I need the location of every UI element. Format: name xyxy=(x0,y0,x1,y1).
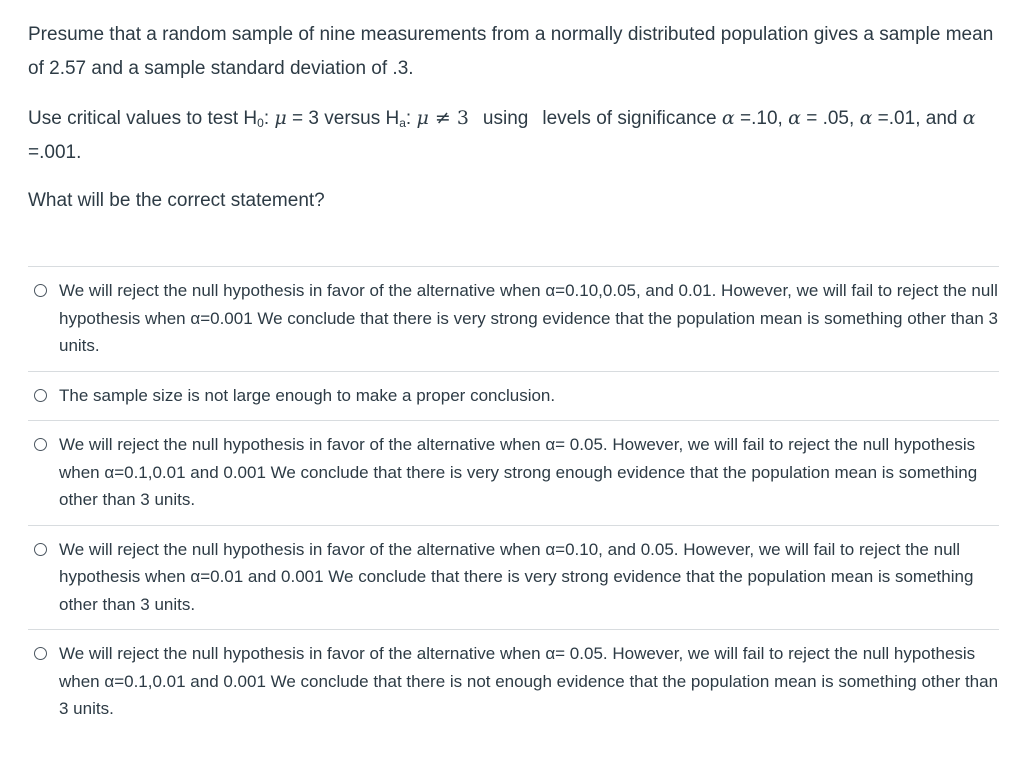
radio-button[interactable] xyxy=(34,389,47,402)
answer-label[interactable]: We will reject the null hypothesis in favor of the alternative when α= 0.05. However, we will fail to reject the null hypothesis when α=0.1,0.01 and 0.001 We conclude that there is not enough evidence that the population mean is something other than 3 units. xyxy=(59,644,999,718)
question-hypotheses: Use critical values to test $H_0$: μ = 3 versus $H_a$: μ ≠ 3 using levels of significance α =.10, α = .05, α =.01, and α =.001. xyxy=(28,107,976,163)
radio-button[interactable] xyxy=(34,647,47,660)
radio-button[interactable] xyxy=(34,438,47,451)
question-prompt: What will be the correct statement? xyxy=(28,190,325,211)
question-block xyxy=(28,18,1003,218)
answer-label[interactable]: We will reject the null hypothesis in favor of the alternative when α= 0.05. However, we will fail to reject the null hypothesis when α=0.1,0.01 and 0.001 We conclude that there is very strong enough evidence that the population mean is something other than 3 units. xyxy=(59,435,978,509)
using-text: using xyxy=(482,108,529,129)
alpha-symbol: α xyxy=(788,107,801,129)
question-intro: Presume that a random sample of nine measurements from a normally distributed population gives a sample mean of 2.57 and a sample standard deviation of .3. xyxy=(28,24,994,79)
significance-text: levels of significance xyxy=(542,108,722,129)
answer-label[interactable]: The sample size is not large enough to make a proper conclusion. xyxy=(59,385,556,405)
answer-option-5[interactable] xyxy=(28,629,999,734)
h0-subscript: 0 xyxy=(257,116,264,130)
answer-label[interactable]: We will reject the null hypothesis in favor of the alternative when α=0.10,0.05, and 0.01. However, we will fail to reject the null hypothesis when α=0.001 We conclude that there is very strong evidence that the population mean is something other than 3 units. xyxy=(59,281,998,355)
alpha-symbol: α xyxy=(859,107,873,129)
alpha-symbol: α xyxy=(721,107,735,129)
ha-subscript: a xyxy=(399,116,406,130)
radio-button[interactable] xyxy=(34,284,47,297)
answer-option-1[interactable] xyxy=(28,266,999,371)
answer-label[interactable]: We will reject the null hypothesis in favor of the alternative when α=0.10, and 0.05. However, we will fail to reject the null hypothesis when α=0.01 and 0.001 We conclude that there is very strong evidence that the population mean is something other than 3 units. xyxy=(59,539,974,614)
answer-list xyxy=(28,266,999,734)
answer-option-2[interactable] xyxy=(28,371,999,421)
hypothesis-text: Use critical values to test H xyxy=(28,108,258,129)
mu-symbol: μ xyxy=(274,107,287,129)
answer-option-3[interactable] xyxy=(28,420,999,525)
answer-option-4[interactable] xyxy=(28,525,999,630)
mu-symbol: μ xyxy=(416,107,429,129)
alpha-symbol: α xyxy=(962,107,976,129)
radio-button[interactable] xyxy=(34,543,47,556)
